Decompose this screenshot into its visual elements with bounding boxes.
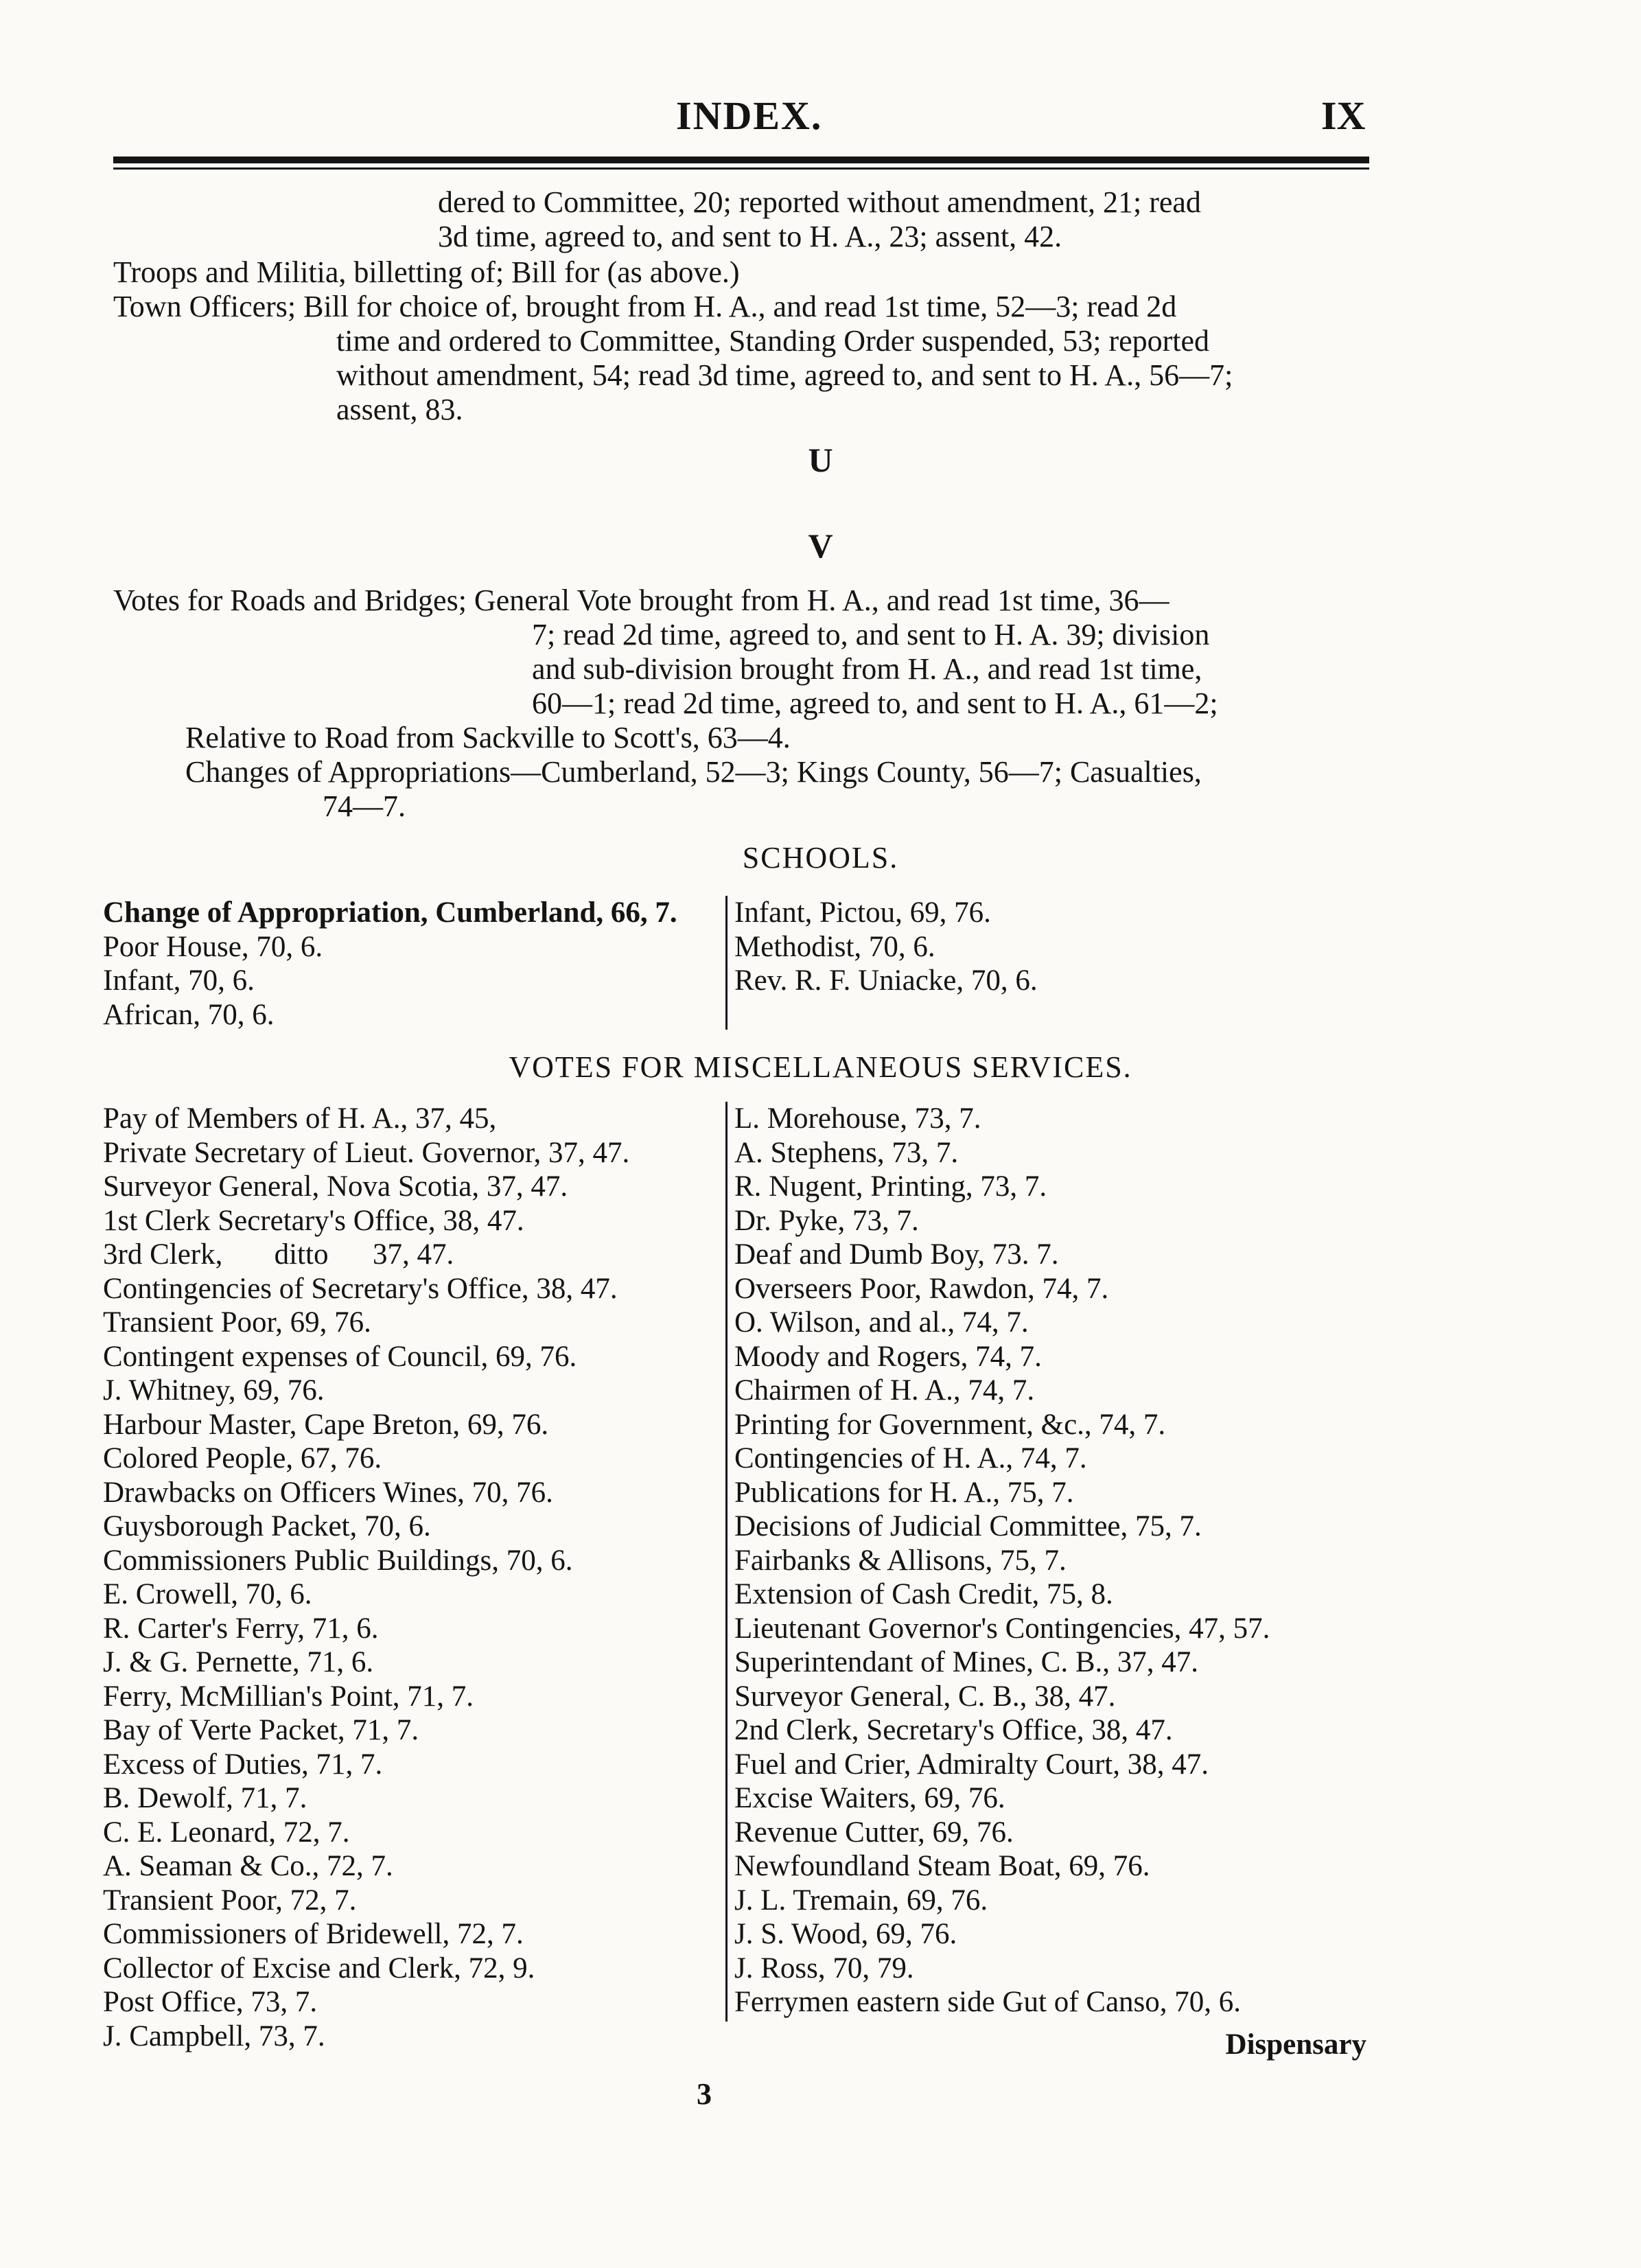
page-title: INDEX. bbox=[676, 93, 823, 138]
misc-right-column bbox=[734, 1102, 1270, 2020]
list-item: Infant, 70, 6. bbox=[103, 964, 255, 997]
list-item: Extension of Cash Credit, 75, 8. bbox=[734, 1578, 1113, 1610]
list-item: Newfoundland Steam Boat, 69, 76. bbox=[734, 1850, 1150, 1882]
list-item: Methodist, 70, 6. bbox=[734, 930, 935, 963]
entry-line: assent, 83. bbox=[336, 393, 463, 426]
entry-road-sackville: Relative to Road from Sackville to Scott's, 63—4. bbox=[185, 721, 791, 754]
list-item: 2nd Clerk, Secretary's Office, 38, 47. bbox=[734, 1714, 1173, 1746]
entry-line: without amendment, 54; read 3d time, agreed to, and sent to H. A., 56—7; bbox=[336, 358, 1233, 392]
list-item: J. & G. Pernette, 71, 6. bbox=[103, 1646, 374, 1678]
misc-services-heading: VOTES FOR MISCELLANEOUS SERVICES. bbox=[509, 1050, 1132, 1084]
list-item: Contingencies of H. A., 74, 7. bbox=[734, 1442, 1087, 1474]
list-item: Commissioners Public Buildings, 70, 6. bbox=[103, 1544, 573, 1577]
list-item: J. Campbell, 73, 7. bbox=[103, 2020, 325, 2052]
entry-line: and sub-division brought from H. A., and read 1st time, bbox=[532, 652, 1202, 686]
list-item: L. Morehouse, 73, 7. bbox=[734, 1102, 981, 1135]
header-rule-thin bbox=[113, 167, 1369, 170]
header-rule-thick bbox=[113, 157, 1369, 163]
list-item: Superintendant of Mines, C. B., 37, 47. bbox=[734, 1646, 1199, 1678]
list-item: Infant, Pictou, 69, 76. bbox=[734, 896, 991, 929]
list-item: Private Secretary of Lieut. Governor, 37, 47. bbox=[103, 1136, 630, 1169]
list-item: Moody and Rogers, 74, 7. bbox=[734, 1340, 1042, 1373]
list-item: Ferrymen eastern side Gut of Canso, 70, 6. bbox=[734, 1986, 1242, 2018]
column-divider bbox=[725, 896, 728, 1030]
list-item: J. Ross, 70, 79. bbox=[734, 1952, 914, 1984]
schools-right-column bbox=[734, 896, 1038, 998]
list-item: African, 70, 6. bbox=[103, 998, 275, 1031]
entry-line: 7; read 2d time, agreed to, and sent to H. A. 39; division bbox=[532, 618, 1210, 651]
list-item: R. Nugent, Printing, 73, 7. bbox=[734, 1170, 1047, 1203]
list-item: Collector of Excise and Clerk, 72, 9. bbox=[103, 1952, 535, 1984]
signature-mark: 3 bbox=[697, 2077, 712, 2111]
list-item: O. Wilson, and al., 74, 7. bbox=[734, 1306, 1029, 1339]
list-item: A. Stephens, 73, 7. bbox=[734, 1136, 959, 1169]
entry-line: 3d time, agreed to, and sent to H. A., 23; assent, 42. bbox=[438, 220, 1062, 253]
list-item: Lieutenant Governor's Contingencies, 47, 57. bbox=[734, 1612, 1270, 1645]
misc-left-column bbox=[103, 1102, 629, 2053]
list-item: Colored People, 67, 76. bbox=[103, 1442, 382, 1474]
list-item: J. L. Tremain, 69, 76. bbox=[734, 1884, 988, 1917]
schools-heading: SCHOOLS. bbox=[742, 841, 899, 875]
list-item: Decisions of Judicial Committee, 75, 7. bbox=[734, 1510, 1202, 1542]
list-item: Revenue Cutter, 69, 76. bbox=[734, 1816, 1014, 1849]
list-item: 1st Clerk Secretary's Office, 38, 47. bbox=[103, 1204, 524, 1237]
entry-line: 60—1; read 2d time, agreed to, and sent to H. A., 61—2; bbox=[532, 686, 1218, 720]
list-item: Post Office, 73, 7. bbox=[103, 1986, 318, 2018]
list-item: Bay of Verte Packet, 71, 7. bbox=[103, 1714, 419, 1746]
list-item: Surveyor General, C. B., 38, 47. bbox=[734, 1680, 1116, 1713]
list-item: Transient Poor, 69, 76. bbox=[103, 1306, 371, 1339]
section-letter-v: V bbox=[808, 526, 833, 565]
list-item: Chairmen of H. A., 74, 7. bbox=[734, 1374, 1035, 1407]
list-item: Excess of Duties, 71, 7. bbox=[103, 1748, 383, 1781]
entry-troops-militia: Troops and Militia, billetting of; Bill for (as above.) bbox=[113, 255, 740, 289]
list-item: J. Whitney, 69, 76. bbox=[103, 1374, 325, 1407]
list-item: C. E. Leonard, 72, 7. bbox=[103, 1816, 350, 1849]
list-item: Excise Waiters, 69, 76. bbox=[734, 1782, 1005, 1814]
entry-changes-appropriations: Changes of Appropriations—Cumberland, 52—3; Kings County, 56—7; Casualties, bbox=[185, 755, 1202, 789]
list-item: Rev. R. F. Uniacke, 70, 6. bbox=[734, 964, 1038, 997]
list-item: Overseers Poor, Rawdon, 74, 7. bbox=[734, 1272, 1109, 1305]
page-header bbox=[0, 93, 1641, 141]
list-item: Drawbacks on Officers Wines, 70, 76. bbox=[103, 1476, 553, 1509]
catchword: Dispensary bbox=[1225, 2028, 1366, 2061]
page-number: IX bbox=[1321, 93, 1366, 138]
column-divider bbox=[725, 1102, 728, 2022]
list-item: Transient Poor, 72, 7. bbox=[103, 1884, 357, 1917]
list-item: Contingent expenses of Council, 69, 76. bbox=[103, 1340, 577, 1373]
list-item: Guysborough Packet, 70, 6. bbox=[103, 1510, 431, 1542]
list-item: Publications for H. A., 75, 7. bbox=[734, 1476, 1074, 1509]
list-item: 3rd Clerk, ditto 37, 47. bbox=[103, 1238, 454, 1271]
entry-line: 74—7. bbox=[323, 789, 406, 823]
list-item: R. Carter's Ferry, 71, 6. bbox=[103, 1612, 379, 1645]
list-item: Change of Appropriation, Cumberland, 66, 7. bbox=[103, 896, 677, 929]
list-item: J. S. Wood, 69, 76. bbox=[734, 1918, 957, 1950]
list-item: Ferry, McMillian's Point, 71, 7. bbox=[103, 1680, 474, 1713]
list-item: Contingencies of Secretary's Office, 38, 47. bbox=[103, 1272, 618, 1305]
list-item: A. Seaman & Co., 72, 7. bbox=[103, 1850, 393, 1882]
entry-line: time and ordered to Committee, Standing Order suspended, 53; reported bbox=[336, 324, 1210, 358]
list-item: Fuel and Crier, Admiralty Court, 38, 47. bbox=[734, 1748, 1209, 1781]
entry-line: dered to Committee, 20; reported without amendment, 21; read bbox=[438, 185, 1201, 219]
list-item: E. Crowell, 70, 6. bbox=[103, 1578, 312, 1610]
entry-votes-roads-bridges: Votes for Roads and Bridges; General Vote brought from H. A., and read 1st time, 36— bbox=[113, 583, 1169, 617]
list-item: Deaf and Dumb Boy, 73. 7. bbox=[734, 1238, 1059, 1271]
section-letter-u: U bbox=[808, 441, 833, 479]
entry-town-officers: Town Officers; Bill for choice of, brought from H. A., and read 1st time, 52—3; read 2d bbox=[113, 290, 1177, 323]
list-item: Printing for Government, &c., 74, 7. bbox=[734, 1408, 1166, 1441]
list-item: Poor House, 70, 6. bbox=[103, 930, 323, 963]
list-item: Dr. Pyke, 73, 7. bbox=[734, 1204, 919, 1237]
schools-left-column bbox=[103, 896, 677, 1032]
list-item: B. Dewolf, 71, 7. bbox=[103, 1782, 307, 1814]
list-item: Commissioners of Bridewell, 72, 7. bbox=[103, 1918, 524, 1950]
list-item: Fairbanks & Allisons, 75, 7. bbox=[734, 1544, 1067, 1577]
list-item: Surveyor General, Nova Scotia, 37, 47. bbox=[103, 1170, 568, 1203]
list-item: Pay of Members of H. A., 37, 45, bbox=[103, 1102, 497, 1135]
list-item: Harbour Master, Cape Breton, 69, 76. bbox=[103, 1408, 549, 1441]
